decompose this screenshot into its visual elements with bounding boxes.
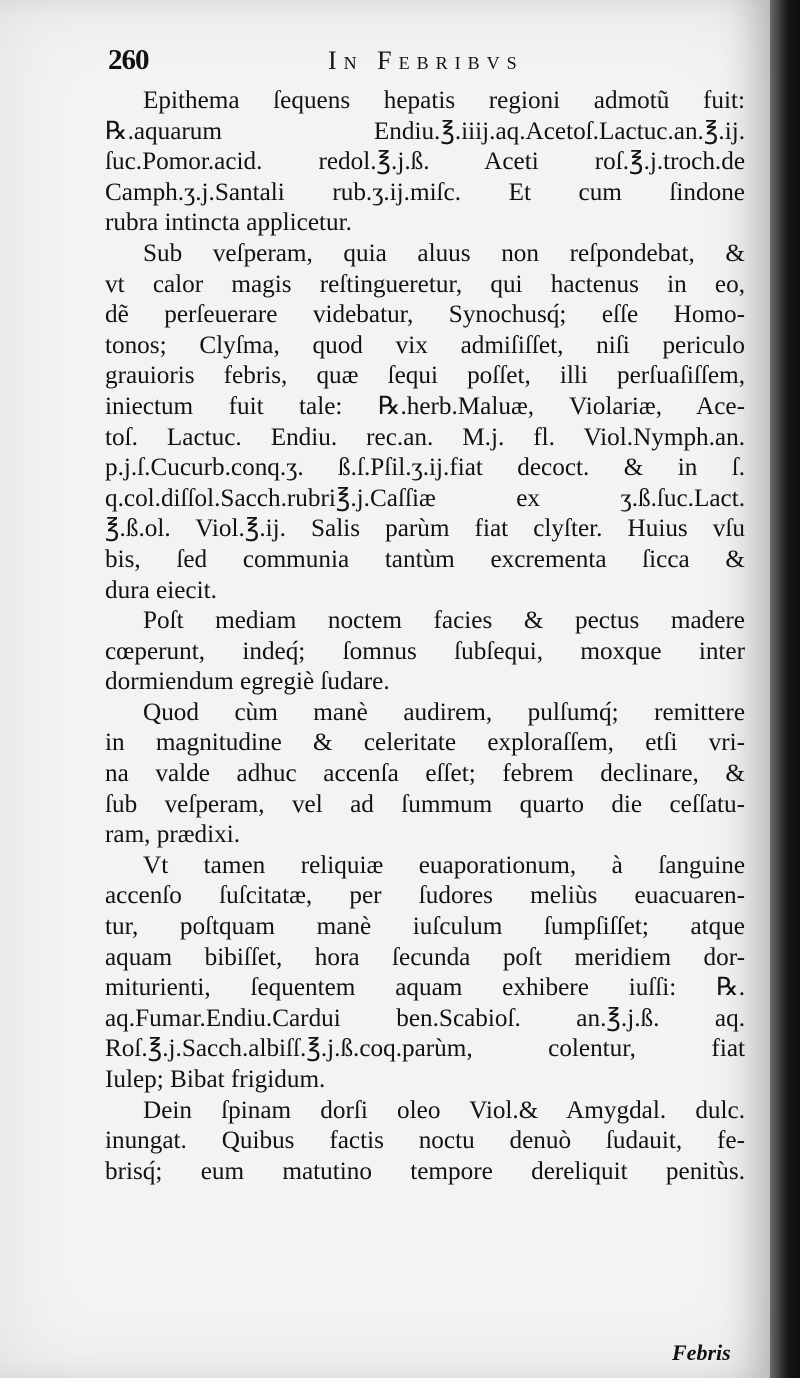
text-line: miturienti, ſequentem aquam exhibere iuſſi: ℞. bbox=[105, 974, 745, 1002]
text-line: accenſo ſuſcitatæ, per ſudores meliùs euacuaren- bbox=[105, 882, 745, 910]
text-line: ſub veſperam, vel ad ſummum quarto die ceſſatu- bbox=[105, 790, 745, 818]
text-line: aq.Fumar.Endiu.Cardui ben.Scabioſ. an.℥.j.ß. aq. bbox=[105, 1004, 745, 1032]
text-line: iniectum fuit tale: ℞.herb.Maluæ, Violariæ, Ace- bbox=[105, 392, 745, 420]
text-line: ram, prædixi. bbox=[105, 821, 241, 849]
text-line: Roſ.℥.j.Sacch.albiſſ.℥.j.ß.coq.parùm, colentur, fiat bbox=[105, 1035, 745, 1063]
body-text bbox=[105, 86, 745, 1187]
text-line: in magnitudine & celeritate exploraſſem, etſi vri- bbox=[105, 729, 745, 757]
text-line: tur, poſtquam manè iuſculum ſumpſiſſet; atque bbox=[105, 913, 745, 941]
text-line: grauioris febris, quæ ſequi poſſet, illi perſuaſiſſem, bbox=[105, 362, 745, 390]
text-line: tonos; Clyſma, quod vix admiſiſſet, niſi periculo bbox=[105, 331, 745, 359]
text-line: q.col.diſſol.Sacch.rubri℥.j.Caſſiæ ex ʒ.ß.ſuc.Lact. bbox=[105, 484, 745, 512]
text-line: bis, ſed communia tantùm excrementa ſicca & bbox=[105, 545, 745, 573]
running-title: In Febribvs bbox=[328, 46, 524, 75]
text-line: Sub veſperam, quia aluus non reſpondebat, & bbox=[143, 239, 745, 267]
text-line: Poſt mediam noctem facies & pectus madere bbox=[143, 607, 745, 635]
text-line: Epithema ſequens hepatis regioni admotũ fuit: bbox=[143, 87, 745, 114]
page-number: 260 bbox=[108, 44, 149, 76]
text-line: cœperunt, indeq́; ſomnus ſubſequi, moxque inter bbox=[105, 637, 745, 665]
text-line: dura eiecit. bbox=[105, 576, 217, 604]
text-line: brisq́; eum matutino tempore dereliquit penitùs. bbox=[105, 1157, 745, 1185]
text-line: Iulep; Bibat frigidum. bbox=[105, 1066, 326, 1093]
text-line: na valde adhuc accenſa eſſet; febrem declinare, & bbox=[105, 760, 745, 788]
text-line: ℞.aquarum Endiu.℥.iiij.aq.Acetoſ.Lactuc.an.℥.ij. bbox=[105, 117, 745, 145]
text-line: vt calor magis reſtingueretur, qui hactenus in eo, bbox=[105, 270, 745, 298]
catchword: Febris bbox=[672, 1340, 731, 1365]
text-line: aquam bibiſſet, hora ſecunda poſt meridiem dor- bbox=[105, 943, 745, 971]
text-line: rubra intincta applicetur. bbox=[105, 209, 352, 237]
text-line: Camph.ʒ.j.Santali rub.ʒ.ij.miſc. Et cum ſindone bbox=[105, 178, 745, 206]
text-line: Quod cùm manè audirem, pulſumq́; remittere bbox=[143, 698, 745, 726]
text-line: dẽ perſeuerare videbatur, Synochusq́; eſſe Homo- bbox=[105, 301, 745, 329]
text-line: toſ. Lactuc. Endiu. rec.an. M.j. fl. Viol.Nymph.an. bbox=[105, 423, 745, 451]
text-line: inungat. Quibus factis noctu denuò ſudauit, fe- bbox=[105, 1127, 745, 1155]
book-gutter-shadow bbox=[770, 0, 800, 1378]
text-line: ℥.ß.ol. Viol.℥.ij. Salis parùm fiat clyſter. Huius vſu bbox=[105, 515, 745, 543]
text-line: ſuc.Pomor.acid. redol.℥.j.ß. Aceti roſ.℥.j.troch.de bbox=[105, 148, 745, 176]
text-line: Dein ſpinam dorſi oleo Viol.& Amygdal. dulc. bbox=[143, 1096, 745, 1124]
text-line: Vt tamen reliquiæ euaporationum, à ſanguine bbox=[143, 851, 745, 879]
page-header bbox=[108, 44, 748, 84]
text-line: dormiendum egregiè ſudare. bbox=[105, 668, 390, 696]
text-line: p.j.ſ.Cucurb.conq.ʒ. ß.ſ.Pſil.ʒ.ij.fiat decoct. & in ſ. bbox=[105, 454, 745, 482]
